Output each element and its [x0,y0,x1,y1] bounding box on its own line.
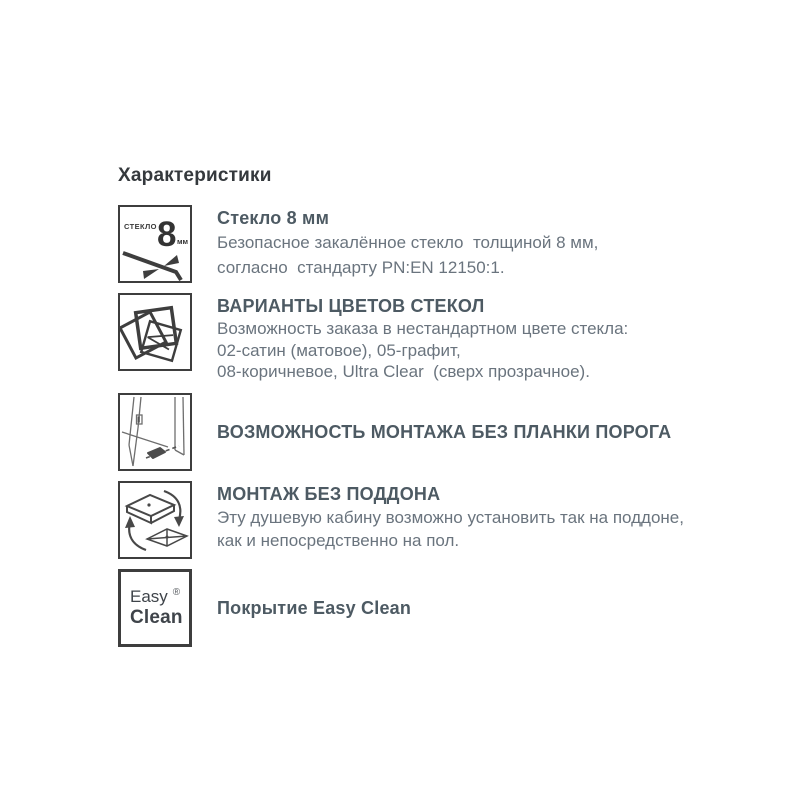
tray-to-floor-drawing [120,483,190,557]
glass-icon-value: 8 [157,215,177,254]
feature-line: Безопасное закалённое стекло толщиной 8 мм, [217,233,599,252]
doorway-no-threshold-drawing [120,395,190,469]
glass-thickness-drawing [120,207,190,281]
glass-icon-unit: мм [177,237,189,246]
no-threshold-strip-icon [118,393,192,471]
feature-row-glass-8mm [118,205,738,283]
glass-icon-label: СТЕКЛО [124,222,157,231]
feature-line: Возможность заказа в нестандартном цвете стекла: [217,319,629,338]
feature-text [217,393,671,471]
feature-heading: Стекло 8 мм [217,208,330,228]
glass-8mm-icon [118,205,192,283]
feature-heading: ВОЗМОЖНОСТЬ МОНТАЖА БЕЗ ПЛАНКИ ПОРОГА [217,421,672,442]
feature-line: 02-сатин (матовое), 05-графит, [217,340,461,360]
easy-clean-top-line [130,583,189,607]
feature-text [217,481,684,559]
feature-row-no-tray [118,481,738,559]
easy-clean-logo [118,569,192,647]
no-tray-installation-icon [118,481,192,559]
feature-text [217,293,628,383]
characteristics-section [118,165,738,657]
feature-line: согласно стандарту PN:EN 12150:1. [217,258,505,277]
glass-color-variants-icon [118,293,192,371]
feature-heading: Покрытие Easy Clean [217,597,412,618]
feature-heading: МОНТАЖ БЕЗ ПОДДОНА [217,483,441,504]
easy-clean-brand-bottom: Clean [130,606,183,628]
section-title: Характеристики [118,165,272,186]
easy-clean-brand-top: Easy [130,586,168,606]
feature-text [217,569,411,647]
feature-text [217,205,598,283]
feature-row-no-threshold [118,393,738,471]
feature-row-glass-colors [118,293,738,383]
stacked-glass-sheets-drawing [120,295,190,369]
registered-trademark-icon: ® [172,586,181,598]
feature-line: Эту душевую кабину возможно установить так на поддоне, [217,507,684,527]
feature-line: 08-коричневое, Ultra Clear (сверх прозрачное). [217,362,590,381]
feature-row-easy-clean [118,569,738,647]
feature-line: как и непосредственно на пол. [217,530,460,550]
feature-heading: ВАРИАНТЫ ЦВЕТОВ СТЕКОЛ [217,296,485,316]
easy-clean-logo-text [121,572,189,644]
